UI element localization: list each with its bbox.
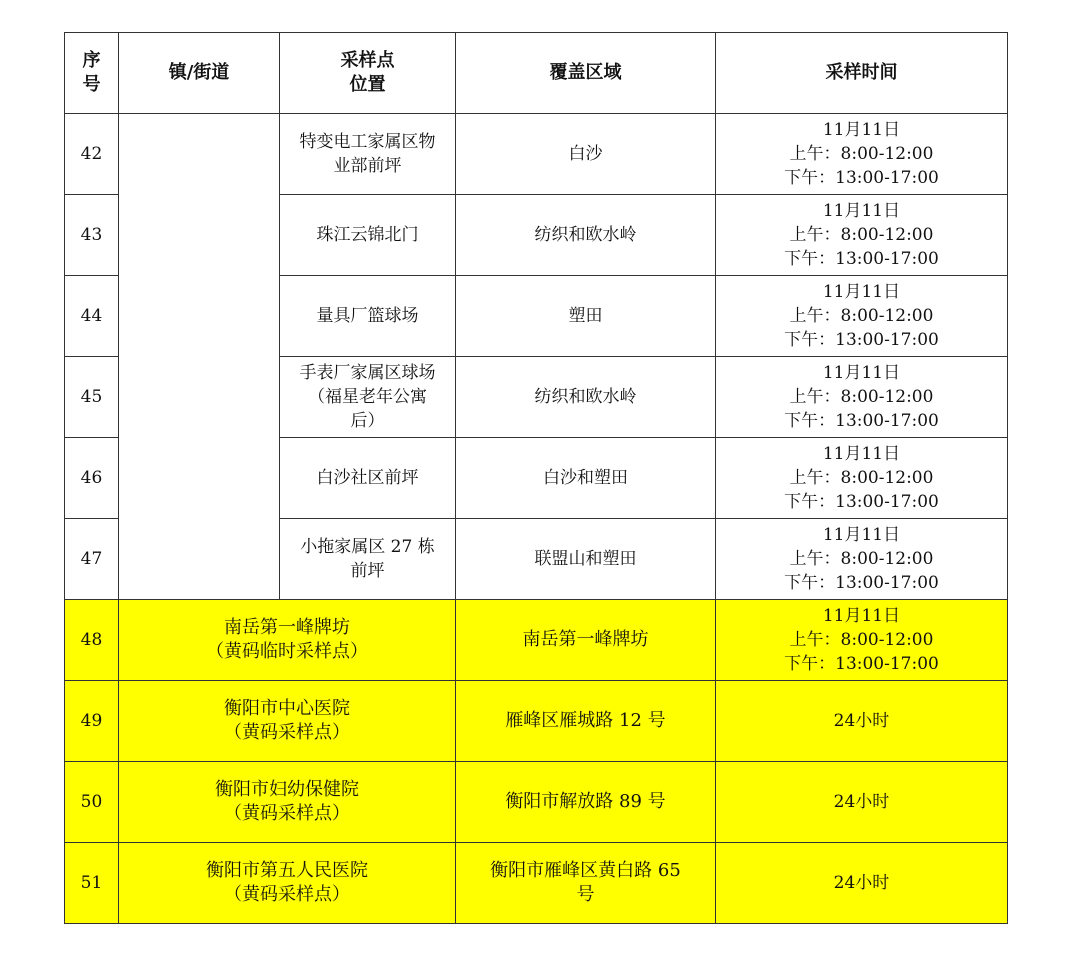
header-coverage: 覆盖区域	[456, 33, 716, 114]
table-row	[65, 114, 1008, 195]
coverage-cell: 白沙	[456, 114, 716, 195]
header-time: 采样时间	[716, 33, 1008, 114]
time-cell: 11月11日 上午：8:00-12:00 下午：13:00-17:00	[716, 600, 1008, 681]
header-town: 镇/街道	[119, 33, 280, 114]
header-seq: 序 号	[65, 33, 119, 114]
table-row-highlighted	[65, 681, 1008, 762]
coverage-cell: 纺织和欧水岭	[456, 357, 716, 438]
time-cell: 24小时	[716, 681, 1008, 762]
header-location: 采样点 位置	[280, 33, 456, 114]
town-cell	[119, 114, 280, 600]
table-row-highlighted	[65, 843, 1008, 924]
coverage-cell: 塑田	[456, 276, 716, 357]
seq-cell: 47	[65, 519, 119, 600]
address-cell: 衡阳市雁峰区黄白路 65 号	[456, 843, 716, 924]
seq-cell: 46	[65, 438, 119, 519]
site-name-cell: 衡阳市中心医院 （黄码采样点）	[119, 681, 456, 762]
seq-cell: 45	[65, 357, 119, 438]
time-cell: 11月11日 上午：8:00-12:00 下午：13:00-17:00	[716, 519, 1008, 600]
time-cell: 11月11日 上午：8:00-12:00 下午：13:00-17:00	[716, 357, 1008, 438]
time-cell: 11月11日 上午：8:00-12:00 下午：13:00-17:00	[716, 438, 1008, 519]
table-row-highlighted	[65, 600, 1008, 681]
site-name-cell: 南岳第一峰牌坊 （黄码临时采样点）	[119, 600, 456, 681]
seq-cell: 48	[65, 600, 119, 681]
seq-cell: 42	[65, 114, 119, 195]
time-cell: 11月11日 上午：8:00-12:00 下午：13:00-17:00	[716, 195, 1008, 276]
time-cell: 11月11日 上午：8:00-12:00 下午：13:00-17:00	[716, 114, 1008, 195]
address-cell: 衡阳市解放路 89 号	[456, 762, 716, 843]
site-name-cell: 衡阳市妇幼保健院 （黄码采样点）	[119, 762, 456, 843]
location-cell: 手表厂家属区球场 （福星老年公寓 后）	[280, 357, 456, 438]
seq-cell: 50	[65, 762, 119, 843]
coverage-cell: 联盟山和塑田	[456, 519, 716, 600]
time-cell: 24小时	[716, 762, 1008, 843]
location-cell: 量具厂篮球场	[280, 276, 456, 357]
seq-cell: 43	[65, 195, 119, 276]
site-name-cell: 衡阳市第五人民医院 （黄码采样点）	[119, 843, 456, 924]
coverage-cell: 纺织和欧水岭	[456, 195, 716, 276]
coverage-cell: 白沙和塑田	[456, 438, 716, 519]
time-cell: 24小时	[716, 843, 1008, 924]
time-cell: 11月11日 上午：8:00-12:00 下午：13:00-17:00	[716, 276, 1008, 357]
location-cell: 白沙社区前坪	[280, 438, 456, 519]
seq-cell: 49	[65, 681, 119, 762]
address-cell: 雁峰区雁城路 12 号	[456, 681, 716, 762]
address-cell: 南岳第一峰牌坊	[456, 600, 716, 681]
location-cell: 珠江云锦北门	[280, 195, 456, 276]
location-cell: 特变电工家属区物 业部前坪	[280, 114, 456, 195]
table-row-highlighted	[65, 762, 1008, 843]
sampling-sites-table	[64, 32, 1008, 924]
header-row	[65, 33, 1008, 114]
seq-cell: 44	[65, 276, 119, 357]
location-cell: 小拖家属区 27 栋 前坪	[280, 519, 456, 600]
seq-cell: 51	[65, 843, 119, 924]
